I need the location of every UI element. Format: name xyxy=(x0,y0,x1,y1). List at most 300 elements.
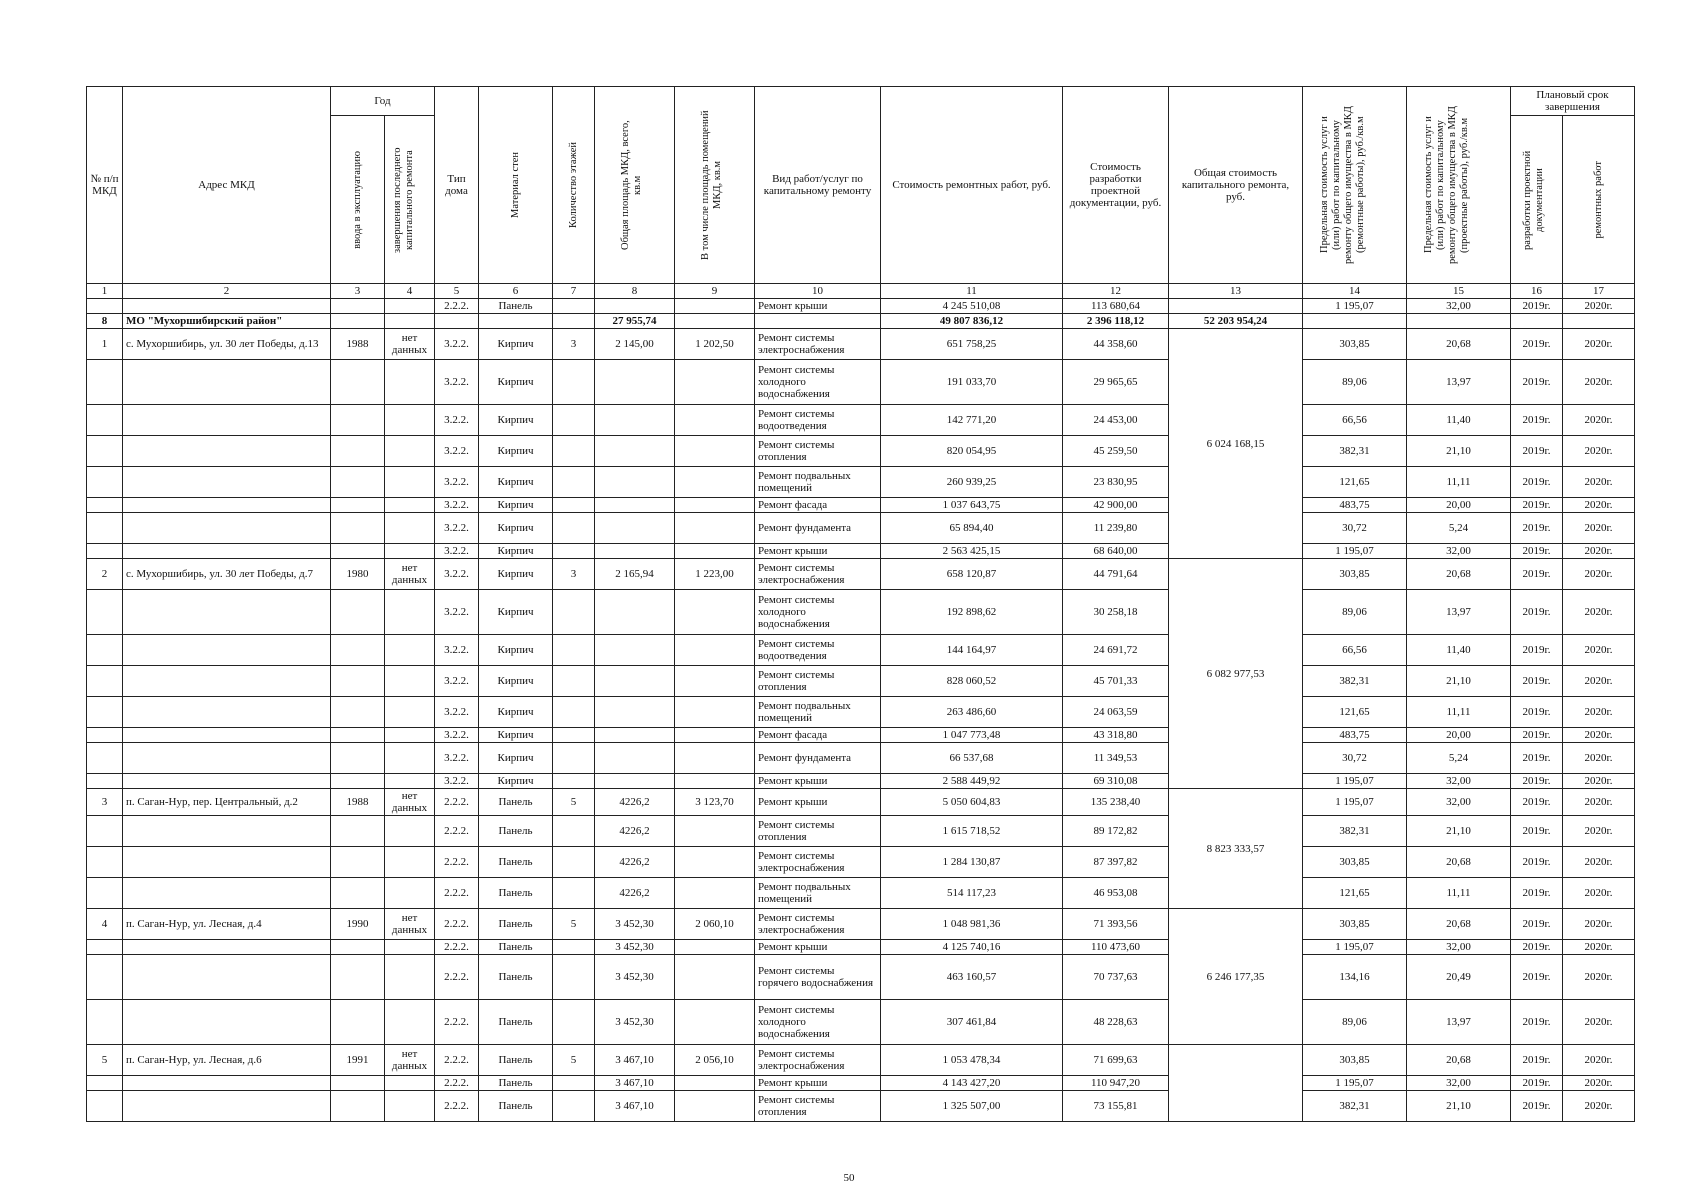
year-built-cell xyxy=(331,878,385,909)
limit-repair-cell: 66,56 xyxy=(1303,405,1407,436)
work-type-cell: Ремонт фундамента xyxy=(755,513,881,544)
header-year-built: ввода в эксплуатацию xyxy=(331,116,385,284)
header-design-cost: Стоимость разработки проектной документации, руб. xyxy=(1063,87,1169,284)
wall-material-cell: Кирпич xyxy=(479,544,553,559)
table-row xyxy=(87,360,1635,405)
year-built-cell xyxy=(331,666,385,697)
table-row xyxy=(87,697,1635,728)
year-repair-cell xyxy=(385,666,435,697)
address-cell xyxy=(123,1091,331,1122)
design-cost-cell: 45 259,50 xyxy=(1063,436,1169,467)
floors-cell: 5 xyxy=(553,789,595,816)
deadline-repair-cell: 2020г. xyxy=(1563,847,1635,878)
house-type-cell: 2.2.2. xyxy=(435,299,479,314)
limit-design-cell: 20,49 xyxy=(1407,955,1511,1000)
page-number: 50 xyxy=(843,1172,855,1184)
house-num-cell xyxy=(87,774,123,789)
deadline-design-cell: 2019г. xyxy=(1511,1091,1563,1122)
table-body xyxy=(87,299,1635,1122)
table-row xyxy=(87,940,1635,955)
total-area-cell xyxy=(595,666,675,697)
house-num-cell xyxy=(87,728,123,743)
deadline-repair-cell: 2020г. xyxy=(1563,590,1635,635)
year-built-cell xyxy=(331,436,385,467)
year-built-cell xyxy=(331,1091,385,1122)
limit-design-cell: 20,00 xyxy=(1407,728,1511,743)
deadline-design-cell: 2019г. xyxy=(1511,436,1563,467)
limit-repair-cell: 134,16 xyxy=(1303,955,1407,1000)
limit-design-cell: 32,00 xyxy=(1407,299,1511,314)
design-cost-cell: 11 349,53 xyxy=(1063,743,1169,774)
total-cost-cell: 6 024 168,15 xyxy=(1169,329,1303,559)
year-repair-cell xyxy=(385,955,435,1000)
year-repair-cell xyxy=(385,697,435,728)
work-type-cell: Ремонт крыши xyxy=(755,940,881,955)
year-built-cell xyxy=(331,405,385,436)
limit-repair-cell: 483,75 xyxy=(1303,728,1407,743)
address-cell xyxy=(123,590,331,635)
deadline-design-cell: 2019г. xyxy=(1511,1000,1563,1045)
table-row xyxy=(87,955,1635,1000)
floors-cell xyxy=(553,816,595,847)
year-built-cell xyxy=(331,544,385,559)
year-repair-cell xyxy=(385,816,435,847)
limit-design-cell: 32,00 xyxy=(1407,940,1511,955)
premises-area-cell xyxy=(675,635,755,666)
house-type-cell: 2.2.2. xyxy=(435,816,479,847)
address-cell xyxy=(123,774,331,789)
total-area-cell: 3 467,10 xyxy=(595,1076,675,1091)
wall-material-cell: Кирпич xyxy=(479,513,553,544)
year-built-cell: 1988 xyxy=(331,789,385,816)
limit-repair-cell: 1 195,07 xyxy=(1303,1076,1407,1091)
work-type-cell: Ремонт крыши xyxy=(755,1076,881,1091)
table-row xyxy=(87,789,1635,816)
premises-area-cell xyxy=(675,816,755,847)
repair-cost-cell: 1 047 773,48 xyxy=(881,728,1063,743)
repair-cost-cell: 658 120,87 xyxy=(881,559,1063,590)
col-number: 4 xyxy=(385,284,435,299)
house-type-cell: 3.2.2. xyxy=(435,728,479,743)
year-repair-cell xyxy=(385,405,435,436)
house-num-cell xyxy=(87,666,123,697)
total-area-cell: 2 145,00 xyxy=(595,329,675,360)
premises-area-cell xyxy=(675,697,755,728)
deadline-repair-cell: 2020г. xyxy=(1563,559,1635,590)
house-type-cell: 2.2.2. xyxy=(435,940,479,955)
total-area-cell xyxy=(595,774,675,789)
address-cell xyxy=(123,436,331,467)
house-type-cell: 3.2.2. xyxy=(435,467,479,498)
floors-cell xyxy=(553,360,595,405)
work-type-cell: Ремонт фасада xyxy=(755,498,881,513)
floors-cell xyxy=(553,1000,595,1045)
design-cost-cell: 68 640,00 xyxy=(1063,544,1169,559)
year-built-cell: 1990 xyxy=(331,909,385,940)
premises-area-cell xyxy=(675,728,755,743)
total-area-cell xyxy=(595,743,675,774)
repair-cost-cell: 1 048 981,36 xyxy=(881,909,1063,940)
design-cost-cell: 73 155,81 xyxy=(1063,1091,1169,1122)
total-cost-cell: 6 246 177,35 xyxy=(1169,909,1303,1045)
deadline-repair-cell: 2020г. xyxy=(1563,774,1635,789)
house-type-cell: 2.2.2. xyxy=(435,847,479,878)
design-cost-cell: 71 393,56 xyxy=(1063,909,1169,940)
table-row xyxy=(87,1076,1635,1091)
year-built-cell: 1988 xyxy=(331,329,385,360)
total-area-cell xyxy=(595,513,675,544)
repair-cost-cell: 263 486,60 xyxy=(881,697,1063,728)
work-type-cell: Ремонт крыши xyxy=(755,544,881,559)
design-cost-cell: 24 063,59 xyxy=(1063,697,1169,728)
house-type-cell: 2.2.2. xyxy=(435,1000,479,1045)
house-num-cell: 4 xyxy=(87,909,123,940)
year-built-cell: 1980 xyxy=(331,559,385,590)
work-type-cell: Ремонт фасада xyxy=(755,728,881,743)
year-built-cell xyxy=(331,360,385,405)
year-built-cell xyxy=(331,743,385,774)
repair-cost-cell: 1 325 507,00 xyxy=(881,1091,1063,1122)
repair-cost-cell: 4 245 510,08 xyxy=(881,299,1063,314)
table-row xyxy=(87,816,1635,847)
year-built-cell xyxy=(331,940,385,955)
deadline-design-cell: 2019г. xyxy=(1511,498,1563,513)
address-cell xyxy=(123,635,331,666)
wall-material-cell: Панель xyxy=(479,878,553,909)
design-cost-cell: 110 947,20 xyxy=(1063,1076,1169,1091)
header-deadline-repair: ремонтных работ xyxy=(1563,116,1635,284)
deadline-repair-cell: 2020г. xyxy=(1563,299,1635,314)
work-type-cell: Ремонт крыши xyxy=(755,789,881,816)
col-number: 11 xyxy=(881,284,1063,299)
floors-cell xyxy=(553,590,595,635)
year-built-cell xyxy=(331,847,385,878)
address-cell xyxy=(123,360,331,405)
limit-design-cell: 21,10 xyxy=(1407,666,1511,697)
year-repair-cell: нет данных xyxy=(385,789,435,816)
limit-repair-cell: 303,85 xyxy=(1303,1045,1407,1076)
floors-cell xyxy=(553,1076,595,1091)
repair-program-table xyxy=(86,86,1635,1122)
work-type-cell: Ремонт системы холодного водоснабжения xyxy=(755,1000,881,1045)
header-limit-repair: Предельная стоимость услуг и (или) работ по капитальному ремонту общего имущества в МКД (ремонтные работы), руб./кв.м xyxy=(1303,87,1407,284)
header-premises-area: В том числе площадь помещений МКД, кв.м xyxy=(675,87,755,284)
header-deadline-design: разработки проектной документации xyxy=(1511,116,1563,284)
limit-design-cell: 21,10 xyxy=(1407,816,1511,847)
total-area-cell xyxy=(595,436,675,467)
wall-material-cell: Кирпич xyxy=(479,728,553,743)
house-type-cell: 2.2.2. xyxy=(435,909,479,940)
limit-design-cell: 11,40 xyxy=(1407,405,1511,436)
work-type-cell: Ремонт подвальных помещений xyxy=(755,878,881,909)
year-repair-cell xyxy=(385,728,435,743)
municipality-repair-cost: 49 807 836,12 xyxy=(881,314,1063,329)
address-cell xyxy=(123,467,331,498)
col-number: 15 xyxy=(1407,284,1511,299)
premises-area-cell xyxy=(675,436,755,467)
house-num-cell: 1 xyxy=(87,329,123,360)
wall-material-cell: Кирпич xyxy=(479,360,553,405)
house-type-cell: 3.2.2. xyxy=(435,743,479,774)
deadline-repair-cell: 2020г. xyxy=(1563,1091,1635,1122)
house-type-cell: 3.2.2. xyxy=(435,774,479,789)
address-cell xyxy=(123,666,331,697)
repair-program-sheet xyxy=(86,86,1634,1122)
year-repair-cell xyxy=(385,498,435,513)
floors-cell: 5 xyxy=(553,1045,595,1076)
deadline-repair-cell: 2020г. xyxy=(1563,816,1635,847)
limit-repair-cell: 66,56 xyxy=(1303,635,1407,666)
limit-repair-cell: 382,31 xyxy=(1303,666,1407,697)
municipality-row xyxy=(87,314,1635,329)
year-built-cell xyxy=(331,774,385,789)
work-type-cell: Ремонт системы холодного водоснабжения xyxy=(755,360,881,405)
wall-material-cell: Панель xyxy=(479,909,553,940)
wall-material-cell: Панель xyxy=(479,1000,553,1045)
repair-cost-cell: 260 939,25 xyxy=(881,467,1063,498)
table-row xyxy=(87,774,1635,789)
table-row xyxy=(87,1000,1635,1045)
year-built-cell xyxy=(331,467,385,498)
total-area-cell: 2 165,94 xyxy=(595,559,675,590)
deadline-repair-cell: 2020г. xyxy=(1563,955,1635,1000)
premises-area-cell xyxy=(675,544,755,559)
design-cost-cell: 71 699,63 xyxy=(1063,1045,1169,1076)
deadline-repair-cell: 2020г. xyxy=(1563,1076,1635,1091)
wall-material-cell: Кирпич xyxy=(479,774,553,789)
year-repair-cell xyxy=(385,1000,435,1045)
col-number: 13 xyxy=(1169,284,1303,299)
floors-cell xyxy=(553,635,595,666)
work-type-cell: Ремонт крыши xyxy=(755,774,881,789)
design-cost-cell: 48 228,63 xyxy=(1063,1000,1169,1045)
work-type-cell: Ремонт системы водоотведения xyxy=(755,635,881,666)
house-num-cell xyxy=(87,816,123,847)
work-type-cell: Ремонт системы холодного водоснабжения xyxy=(755,590,881,635)
total-area-cell: 4226,2 xyxy=(595,816,675,847)
floors-cell xyxy=(553,940,595,955)
total-area-cell xyxy=(595,360,675,405)
address-cell: с. Мухоршибирь, ул. 30 лет Победы, д.7 xyxy=(123,559,331,590)
limit-repair-cell: 89,06 xyxy=(1303,1000,1407,1045)
work-type-cell: Ремонт подвальных помещений xyxy=(755,697,881,728)
table-row xyxy=(87,847,1635,878)
house-type-cell: 3.2.2. xyxy=(435,513,479,544)
limit-design-cell: 13,97 xyxy=(1407,590,1511,635)
total-area-cell: 3 452,30 xyxy=(595,1000,675,1045)
premises-area-cell xyxy=(675,1076,755,1091)
house-type-cell: 2.2.2. xyxy=(435,878,479,909)
design-cost-cell: 24 691,72 xyxy=(1063,635,1169,666)
deadline-design-cell: 2019г. xyxy=(1511,1076,1563,1091)
limit-design-cell: 20,68 xyxy=(1407,1045,1511,1076)
total-area-cell xyxy=(595,498,675,513)
header-num: № п/п МКД xyxy=(87,87,123,284)
col-number: 5 xyxy=(435,284,479,299)
house-num-cell xyxy=(87,590,123,635)
house-num-cell xyxy=(87,467,123,498)
design-cost-cell: 44 358,60 xyxy=(1063,329,1169,360)
limit-repair-cell: 30,72 xyxy=(1303,743,1407,774)
address-cell xyxy=(123,878,331,909)
floors-cell xyxy=(553,774,595,789)
table-row xyxy=(87,329,1635,360)
total-area-cell xyxy=(595,405,675,436)
house-num-cell xyxy=(87,436,123,467)
total-area-cell: 4226,2 xyxy=(595,878,675,909)
table-row xyxy=(87,909,1635,940)
municipality-name: МО "Мухоршибирский район" xyxy=(123,314,331,329)
house-num-cell: 5 xyxy=(87,1045,123,1076)
address-cell xyxy=(123,544,331,559)
limit-design-cell: 21,10 xyxy=(1407,1091,1511,1122)
table-row xyxy=(87,498,1635,513)
year-repair-cell: нет данных xyxy=(385,559,435,590)
header-year-repair: завершения последнего капитального ремонта xyxy=(385,116,435,284)
header-floors: Количество этажей xyxy=(553,87,595,284)
design-cost-cell: 44 791,64 xyxy=(1063,559,1169,590)
col-number: 1 xyxy=(87,284,123,299)
total-area-cell xyxy=(595,590,675,635)
deadline-repair-cell: 2020г. xyxy=(1563,940,1635,955)
floors-cell: 3 xyxy=(553,329,595,360)
col-number: 7 xyxy=(553,284,595,299)
limit-repair-cell: 1 195,07 xyxy=(1303,544,1407,559)
total-area-cell xyxy=(595,697,675,728)
limit-design-cell: 20,68 xyxy=(1407,909,1511,940)
wall-material-cell: Кирпич xyxy=(479,697,553,728)
design-cost-cell: 43 318,80 xyxy=(1063,728,1169,743)
total-area-cell xyxy=(595,467,675,498)
year-built-cell xyxy=(331,816,385,847)
premises-area-cell: 3 123,70 xyxy=(675,789,755,816)
limit-repair-cell: 30,72 xyxy=(1303,513,1407,544)
address-cell xyxy=(123,955,331,1000)
deadline-design-cell: 2019г. xyxy=(1511,878,1563,909)
repair-cost-cell: 144 164,97 xyxy=(881,635,1063,666)
design-cost-cell: 110 473,60 xyxy=(1063,940,1169,955)
house-type-cell: 3.2.2. xyxy=(435,544,479,559)
header-repair-cost: Стоимость ремонтных работ, руб. xyxy=(881,87,1063,284)
total-area-cell: 4226,2 xyxy=(595,789,675,816)
repair-cost-cell: 191 033,70 xyxy=(881,360,1063,405)
table-row xyxy=(87,590,1635,635)
table-row xyxy=(87,728,1635,743)
table-row xyxy=(87,405,1635,436)
repair-cost-cell: 2 563 425,15 xyxy=(881,544,1063,559)
wall-material-cell: Кирпич xyxy=(479,498,553,513)
design-cost-cell: 46 953,08 xyxy=(1063,878,1169,909)
wall-material-cell: Панель xyxy=(479,940,553,955)
limit-repair-cell: 89,06 xyxy=(1303,590,1407,635)
house-num-cell xyxy=(87,498,123,513)
wall-material-cell: Панель xyxy=(479,789,553,816)
repair-cost-cell: 463 160,57 xyxy=(881,955,1063,1000)
address-cell xyxy=(123,847,331,878)
work-type-cell: Ремонт системы отопления xyxy=(755,666,881,697)
wall-material-cell: Кирпич xyxy=(479,590,553,635)
limit-repair-cell: 1 195,07 xyxy=(1303,789,1407,816)
wall-material-cell: Кирпич xyxy=(479,635,553,666)
floors-cell xyxy=(553,955,595,1000)
premises-area-cell xyxy=(675,940,755,955)
year-repair-cell: нет данных xyxy=(385,1045,435,1076)
year-built-cell xyxy=(331,955,385,1000)
premises-area-cell xyxy=(675,405,755,436)
deadline-repair-cell: 2020г. xyxy=(1563,697,1635,728)
wall-material-cell: Кирпич xyxy=(479,559,553,590)
floors-cell xyxy=(553,405,595,436)
premises-area-cell xyxy=(675,878,755,909)
house-num-cell xyxy=(87,697,123,728)
limit-design-cell: 5,24 xyxy=(1407,743,1511,774)
year-repair-cell xyxy=(385,513,435,544)
deadline-repair-cell: 2020г. xyxy=(1563,436,1635,467)
house-num-cell xyxy=(87,635,123,666)
wall-material-cell: Панель xyxy=(479,1045,553,1076)
wall-material-cell: Кирпич xyxy=(479,743,553,774)
deadline-repair-cell: 2020г. xyxy=(1563,513,1635,544)
table-row xyxy=(87,666,1635,697)
premises-area-cell xyxy=(675,666,755,697)
house-num-cell xyxy=(87,1000,123,1045)
total-cost-cell: 8 823 333,57 xyxy=(1169,789,1303,909)
limit-design-cell: 11,40 xyxy=(1407,635,1511,666)
design-cost-cell: 69 310,08 xyxy=(1063,774,1169,789)
year-repair-cell xyxy=(385,774,435,789)
deadline-design-cell: 2019г. xyxy=(1511,513,1563,544)
premises-area-cell xyxy=(675,467,755,498)
deadline-repair-cell: 2020г. xyxy=(1563,1045,1635,1076)
deadline-design-cell: 2019г. xyxy=(1511,728,1563,743)
repair-cost-cell: 66 537,68 xyxy=(881,743,1063,774)
col-number: 10 xyxy=(755,284,881,299)
premises-area-cell xyxy=(675,590,755,635)
wall-material-cell: Кирпич xyxy=(479,666,553,697)
premises-area-cell xyxy=(675,1000,755,1045)
limit-design-cell: 20,00 xyxy=(1407,498,1511,513)
house-type-cell: 3.2.2. xyxy=(435,697,479,728)
limit-design-cell: 32,00 xyxy=(1407,544,1511,559)
municipality-num: 8 xyxy=(87,314,123,329)
header-limit-design: Предельная стоимость услуг и (или) работ по капитальному ремонту общего имущества в МКД (проектные работы), руб./кв.м xyxy=(1407,87,1511,284)
design-cost-cell: 89 172,82 xyxy=(1063,816,1169,847)
year-built-cell xyxy=(331,513,385,544)
repair-cost-cell: 4 143 427,20 xyxy=(881,1076,1063,1091)
house-num-cell: 2 xyxy=(87,559,123,590)
deadline-repair-cell: 2020г. xyxy=(1563,467,1635,498)
deadline-design-cell: 2019г. xyxy=(1511,774,1563,789)
house-num-cell xyxy=(87,1091,123,1122)
limit-repair-cell: 1 195,07 xyxy=(1303,940,1407,955)
year-repair-cell xyxy=(385,878,435,909)
limit-design-cell: 13,97 xyxy=(1407,360,1511,405)
house-type-cell: 2.2.2. xyxy=(435,1076,479,1091)
premises-area-cell: 2 060,10 xyxy=(675,909,755,940)
wall-material-cell: Панель xyxy=(479,955,553,1000)
house-num-cell xyxy=(87,743,123,774)
wall-material-cell: Панель xyxy=(479,1091,553,1122)
table-row xyxy=(87,299,1635,314)
municipality-area: 27 955,74 xyxy=(595,314,675,329)
design-cost-cell: 87 397,82 xyxy=(1063,847,1169,878)
limit-repair-cell: 89,06 xyxy=(1303,360,1407,405)
limit-design-cell: 20,68 xyxy=(1407,847,1511,878)
design-cost-cell: 24 453,00 xyxy=(1063,405,1169,436)
deadline-design-cell: 2019г. xyxy=(1511,940,1563,955)
address-cell xyxy=(123,513,331,544)
limit-design-cell: 11,11 xyxy=(1407,697,1511,728)
